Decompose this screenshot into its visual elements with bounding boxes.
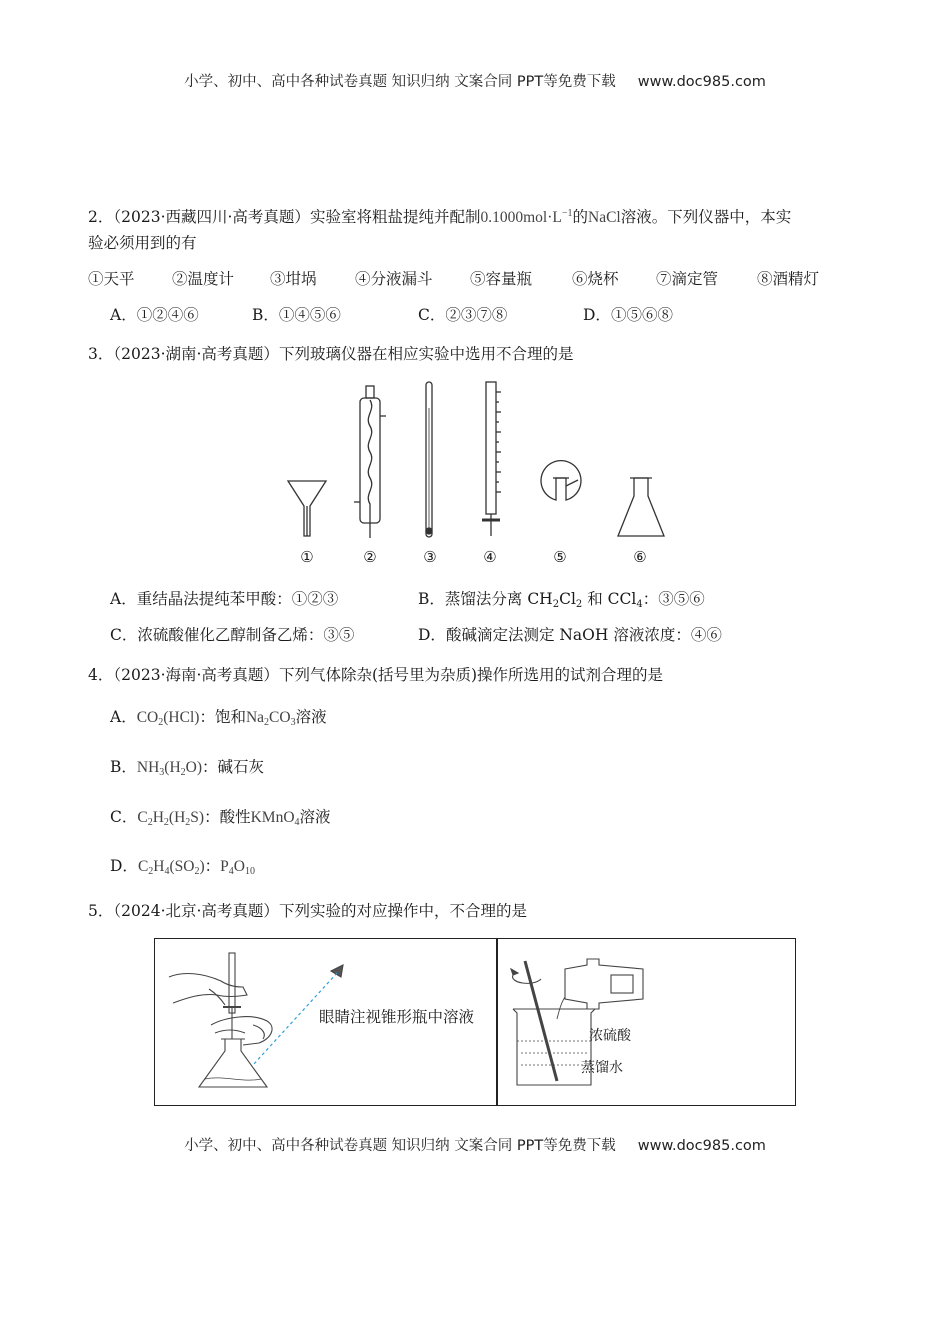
q5-cell2-label-acid: 浓硫酸 bbox=[589, 1028, 631, 1044]
q4-c-post: 溶液 bbox=[299, 808, 331, 826]
q4-d-colon: ： bbox=[204, 857, 221, 875]
q5-source: （2024·北京·高考真题） bbox=[113, 902, 279, 920]
q4-c-imp1s: 2 bbox=[185, 817, 191, 828]
q4-a-f1: CO bbox=[136, 709, 159, 726]
q4-d-r1s: 4 bbox=[228, 866, 234, 877]
q3-option-a[interactable] bbox=[110, 588, 338, 610]
q3-option-b-post: ：③⑤⑥ bbox=[642, 590, 705, 608]
q2-option-c-label: C． bbox=[418, 306, 446, 324]
page-header bbox=[0, 70, 950, 91]
q4-b-imp1s: 2 bbox=[180, 767, 186, 778]
q4-d-imp1s: 2 bbox=[194, 866, 200, 877]
q4-a-colon: ：饱和 bbox=[199, 708, 246, 726]
q2-item-6: ⑥烧杯 bbox=[572, 270, 619, 288]
q3-option-b-pre: 蒸馏法分离 CH bbox=[444, 590, 553, 608]
q3-option-c[interactable] bbox=[110, 624, 354, 646]
q4-d-r1: P bbox=[220, 858, 229, 875]
q3-glassware-figure bbox=[280, 378, 680, 548]
q4-option-d-label: D． bbox=[110, 857, 138, 875]
q2-option-d-label: D． bbox=[583, 306, 611, 324]
q4-option-b-label: B． bbox=[110, 758, 137, 776]
q4-d-f1: C bbox=[137, 858, 149, 875]
q3-option-c-text: 浓硫酸催化乙醇制备乙烯：③⑤ bbox=[137, 626, 355, 644]
q5-number: 5． bbox=[88, 902, 114, 920]
condenser-icon bbox=[354, 386, 386, 538]
q2-item-2: ②温度计 bbox=[172, 270, 235, 288]
q4-stem-text: 下列气体除杂(括号里为杂质)操作所选用的试剂合理的是 bbox=[278, 666, 664, 684]
q2-option-c[interactable] bbox=[418, 304, 507, 326]
q4-option-d[interactable]: D．$C_2H_4(SO_2)$：$P_4O_{10}$ bbox=[110, 857, 255, 877]
q4-c-r1: KMnO bbox=[250, 809, 295, 826]
q2-stem-line1 bbox=[88, 203, 791, 229]
q2-item-4: ④分液漏斗 bbox=[355, 270, 433, 288]
q3-number: 3． bbox=[88, 345, 114, 363]
q2-item-7: ⑦滴定管 bbox=[656, 270, 719, 288]
q2-conc-unit: ·L bbox=[547, 209, 562, 226]
q2-stem-line2: 验必须用到的有 bbox=[88, 234, 197, 252]
q4-b-imp2: O bbox=[185, 759, 197, 776]
q2-conc-exp: −1 bbox=[561, 208, 573, 219]
q2-item-3: ③坩埚 bbox=[270, 270, 317, 288]
q3-figure-label-2: ② bbox=[363, 548, 377, 566]
footer-site: www.doc985.com bbox=[637, 1138, 766, 1154]
q3-option-a-text: 重结晶法提纯苯甲酸：①②③ bbox=[136, 590, 339, 608]
q3-figure-label-3: ③ bbox=[423, 548, 437, 566]
header-text: 小学、初中、高中各种试卷真题 知识归纳 文案合同 PPT等免费下载 bbox=[184, 74, 616, 90]
q4-c-f2s: 2 bbox=[163, 817, 169, 828]
burette-icon bbox=[482, 382, 501, 536]
erlenmeyer-flask-icon bbox=[618, 478, 664, 536]
q3-stem-text: 下列玻璃仪器在相应实验中选用不合理的是 bbox=[278, 345, 574, 363]
q5-cell2-label-water: 蒸馏水 bbox=[581, 1060, 623, 1076]
q4-c-imp1: H bbox=[174, 809, 186, 826]
q4-c-f1: C bbox=[137, 809, 148, 826]
q5-stem-text: 下列实验的对应操作中，不合理的是 bbox=[278, 902, 527, 920]
q2-option-a[interactable] bbox=[110, 304, 199, 326]
q4-a-r1s: 2 bbox=[264, 717, 270, 728]
q3-option-a-label: A． bbox=[110, 590, 137, 608]
q3-option-b-sub2: 2 bbox=[575, 599, 583, 610]
q4-source: （2023·海南·高考真题） bbox=[113, 666, 279, 684]
q2-stem-c: 溶液。下列仪器中，本实 bbox=[620, 208, 792, 226]
q4-a-r2: CO bbox=[269, 709, 291, 726]
q4-b-post: ：碱石灰 bbox=[202, 758, 265, 776]
q3-option-b-mid1: Cl bbox=[559, 590, 576, 608]
q4-a-post: 溶液 bbox=[295, 708, 327, 726]
q2-option-a-label: A． bbox=[110, 306, 137, 324]
q3-figure-label-5: ⑤ bbox=[553, 548, 567, 566]
q4-number: 4． bbox=[88, 666, 114, 684]
q2-option-a-text: ①②④⑥ bbox=[136, 306, 199, 324]
q3-source: （2023·湖南·高考真题） bbox=[113, 345, 279, 363]
q2-option-b-label: B． bbox=[252, 306, 279, 324]
q4-b-f1: NH bbox=[136, 759, 160, 776]
q2-option-c-text: ②③⑦⑧ bbox=[445, 306, 508, 324]
q4-b-imp1: H bbox=[169, 759, 181, 776]
q2-item-1: ①天平 bbox=[88, 270, 135, 288]
q4-option-a-label: A． bbox=[110, 708, 137, 726]
q2-item-5: ⑤容量瓶 bbox=[470, 270, 533, 288]
q3-option-c-label: C． bbox=[110, 626, 138, 644]
q3-option-d-label: D． bbox=[418, 626, 446, 644]
distilling-flask-icon bbox=[541, 461, 581, 500]
q2-option-d-text: ①⑤⑥⑧ bbox=[610, 306, 673, 324]
q4-a-f1s: 2 bbox=[158, 717, 164, 728]
q5-table-divider bbox=[496, 939, 498, 1105]
footer-text: 小学、初中、高中各种试卷真题 知识归纳 文案合同 PPT等免费下载 bbox=[184, 1138, 616, 1154]
q4-option-b[interactable]: B．$NH_3(H_2O)$：碱石灰 bbox=[110, 758, 265, 778]
q3-stem bbox=[88, 343, 573, 365]
q4-c-f1s: 2 bbox=[147, 817, 153, 828]
thermometer-icon bbox=[426, 382, 432, 537]
q4-d-f1s: 2 bbox=[148, 866, 154, 877]
q2-stem-b: 的 bbox=[572, 208, 588, 226]
q2-nacl: NaCl bbox=[588, 209, 621, 226]
q4-d-f2: H bbox=[153, 858, 165, 875]
q3-option-d-text: 酸碱滴定法测定 NaOH 溶液浓度：④⑥ bbox=[445, 626, 722, 644]
q3-figure-label-4: ④ bbox=[483, 548, 497, 566]
q4-stem bbox=[88, 664, 663, 686]
q2-stem-a: 实验室将粗盐提纯并配制 bbox=[309, 208, 481, 226]
q2-source: （2023·西藏四川·高考真题） bbox=[113, 208, 310, 226]
q2-option-b-text: ①④⑤⑥ bbox=[278, 306, 341, 324]
q2-number: 2． bbox=[88, 208, 114, 226]
q4-option-c[interactable]: C．$C_2H_2(H_2S)$：酸性KMnO$_4$溶液 bbox=[110, 808, 331, 828]
page-footer bbox=[0, 1134, 950, 1155]
q4-c-colon: ：酸性 bbox=[204, 808, 251, 826]
q3-figure-label-1: ① bbox=[300, 548, 314, 566]
q3-option-d[interactable] bbox=[418, 624, 722, 646]
q3-figure-label-6: ⑥ bbox=[633, 548, 647, 566]
header-site: www.doc985.com bbox=[637, 74, 766, 90]
q2-option-d[interactable] bbox=[583, 304, 673, 326]
q2-item-8: ⑧酒精灯 bbox=[757, 270, 820, 288]
q5-stem bbox=[88, 900, 527, 922]
funnel-icon bbox=[288, 481, 326, 536]
q4-d-r2: O bbox=[233, 858, 245, 875]
q4-c-f2: H bbox=[152, 809, 164, 826]
q4-a-r2s: 3 bbox=[290, 717, 296, 728]
q4-c-r1s: 4 bbox=[294, 817, 300, 828]
q4-b-f1s: 3 bbox=[159, 767, 165, 778]
q4-option-c-label: C． bbox=[110, 808, 138, 826]
q4-a-r1: Na bbox=[245, 709, 265, 726]
q2-concentration: 0.1000mol bbox=[480, 209, 548, 226]
q3-option-b-sub1: 2 bbox=[552, 599, 560, 610]
q2-option-b[interactable] bbox=[252, 304, 341, 326]
q3-option-b[interactable] bbox=[418, 588, 705, 616]
q3-option-b-mid2: 和 CCl bbox=[582, 590, 637, 608]
q4-a-impurity: HCl bbox=[168, 709, 195, 726]
q4-d-r2s: 10 bbox=[245, 866, 255, 877]
q5-cell1-caption: 眼睛注视锥形瓶中溶液 bbox=[319, 1008, 475, 1026]
q5-options-table bbox=[154, 938, 796, 1106]
q3-option-b-label: B． bbox=[418, 590, 445, 608]
q4-d-f2s: 4 bbox=[164, 866, 170, 877]
q4-option-a[interactable]: A．$CO_2(HCl)$：饱和$Na_2CO_3$溶液 bbox=[110, 708, 327, 728]
q4-c-imp2: S bbox=[190, 809, 199, 826]
q3-option-b-sub3: 4 bbox=[636, 599, 643, 610]
q4-d-imp1: SO bbox=[174, 858, 195, 875]
